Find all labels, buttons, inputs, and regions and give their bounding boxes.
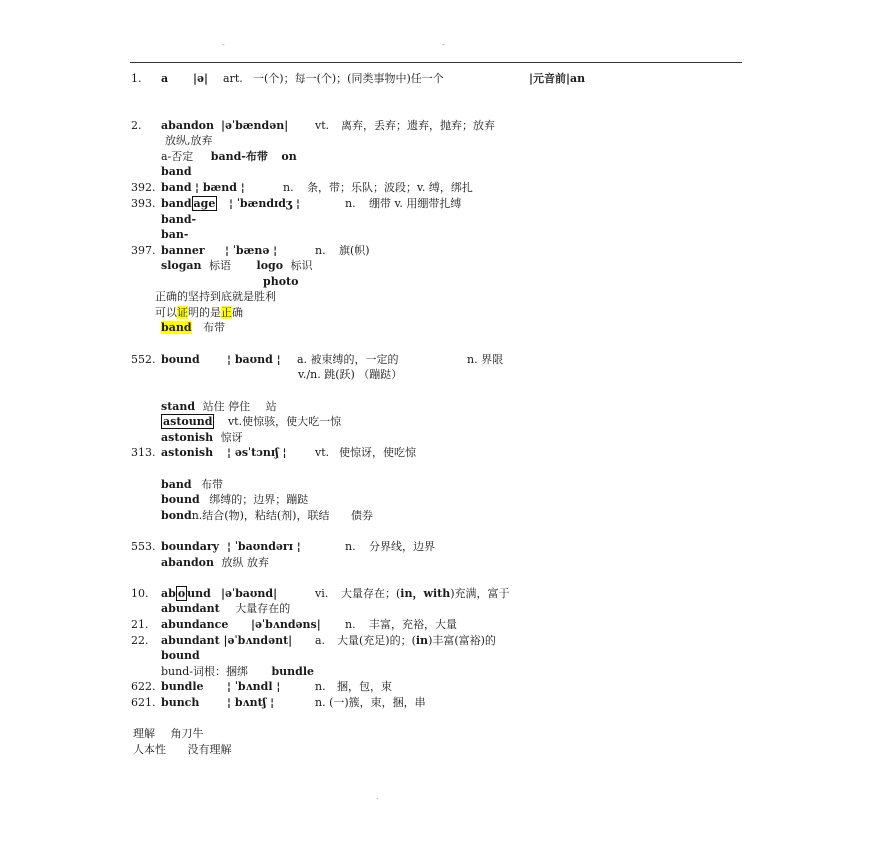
note-line [161,493,308,507]
note-part: 大量存在的 [235,602,291,615]
entry-pos: vt. [315,446,330,459]
note-part: vt.使惊骇，使大吃一惊 [227,415,342,428]
entry-phonetic: |əˈbʌndəns| [251,618,321,631]
entry-abound [131,587,510,601]
entry-phonetic: ¦ ˈbaʊndərɪ ¦ [227,540,301,553]
note-part: bound [161,493,200,506]
definition-part: )丰富(富裕)的 [428,634,496,647]
entry-definition [337,634,496,648]
entry-astonish [131,446,416,460]
entry-number: 622. [131,680,156,693]
header-mark-1: - [222,40,225,49]
note-part: 站 [265,400,277,413]
entry-pos: vt. [315,119,330,132]
entry-pos: vi. [315,587,329,600]
entry-phonetic: |əˈbændən| [221,119,289,132]
note-part: 布带 [203,321,226,334]
note-line [133,743,232,757]
note-part: 确 [232,306,243,319]
note-line [155,306,243,320]
entry-number: 1. [131,72,142,85]
note-line [133,727,204,741]
note-part: astonish [161,431,214,444]
note-part: 惊讶 [220,431,243,444]
entry-word: boundary [161,540,220,553]
note-part: abundant [161,602,220,615]
note-line [161,602,290,616]
note-part: bond [161,509,192,522]
entry-phonetic: ¦ ˈbændɪdʒ ¦ [229,197,300,210]
entry-number: 397. [131,244,156,257]
entry-pos: n. [315,244,326,257]
entry-pos: n. [315,680,326,693]
highlighted-char: 正 [221,306,232,319]
note-line: band [161,165,192,178]
entry-number: 21. [131,618,149,631]
entry-definition: a. 被束缚的，一定的 [297,353,399,366]
entry-bandage [131,197,462,211]
entry-definition-2: n. 界限 [467,353,504,366]
note-part: bund-词根：捆绑 [161,665,248,678]
note-line [161,400,277,414]
note-line [161,321,225,335]
entry-definition: n. (一)簇，束，捆，串 [315,696,426,709]
highlighted-word: band [161,321,192,334]
entry-abundance [131,618,457,632]
note-line [161,478,223,492]
note-part: logo [256,259,284,272]
entry-number: 10. [131,587,149,600]
entry-pos: n. [345,540,356,553]
entry-number: 22. [131,634,149,647]
note-part: abandon [161,556,214,569]
entry-number: 392. [131,181,156,194]
entry-definition: 条，带；乐队；波段；v. 缚，绑扎 [307,181,473,194]
entry-a [131,72,586,86]
entry-word: abandon [161,119,214,132]
note-part: 布带 [201,478,224,491]
note-line [161,509,373,523]
entry-word: bound [161,353,200,366]
entry-phonetic: ¦ baʊnd ¦ [227,353,281,366]
entry-word: bundle [161,680,204,693]
entry-definition: 绷带 v. 用绷带扎缚 [369,197,462,210]
entry-abundant [131,634,496,648]
note-part: 标语 [209,259,232,272]
entry-pos: a. [315,634,326,647]
entry-phonetic: |əˈbaʊnd| [221,587,278,600]
highlighted-char: 证 [177,306,188,319]
entry-bundle [131,680,392,694]
entry-word: a [161,72,169,85]
entry-abandon [131,119,495,133]
entry-pos: n. [345,618,356,631]
entry-definition: 使惊讶，使吃惊 [339,446,416,459]
entry-number: 313. [131,446,156,459]
entry-word [161,587,211,601]
note-part: band-布带 [210,150,268,163]
note-line: v./n. 跳(跃) （蹦跶） [298,368,403,381]
entry-definition: 捆，包，束 [337,680,392,693]
note-part: band [161,478,192,491]
note-part: 角刀牛 [170,727,204,740]
word-boxed-part: o [177,587,186,600]
note-part: 绑缚的；边界；蹦跶 [209,493,309,506]
header-rule [130,62,742,63]
entry-word: band [161,181,192,194]
note-line: bound [161,649,200,662]
entry-word: astonish [161,446,214,459]
note-part: 理解 [133,727,155,740]
note-part: a-否定 [161,150,194,163]
note-line [161,150,297,164]
entry-phonetic: ¦ bʌntʃ ¦ [227,696,275,709]
entry-phonetic: ¦ bænd ¦ [195,181,245,194]
note-part: 标识 [290,259,313,272]
entry-word: banner [161,244,205,257]
note-line [161,665,314,679]
note-part: stand [161,400,196,413]
entry-word [161,197,217,211]
entry-bunch [131,696,426,710]
note-line: 正确的坚持到底就是胜利 [155,290,276,303]
entry-definition [341,587,510,601]
entry-word: abundance [161,618,229,631]
definition-part: 大量存在；( [341,587,401,600]
entry-word: abundant |əˈbʌndənt| [161,634,293,647]
entry-boundary [131,540,435,554]
note-part: 人本性 [133,743,166,756]
definition-part: in [415,634,429,647]
entry-number: 552. [131,353,156,366]
note-line: photo [263,275,299,288]
entry-definition: 一(个)；每一(个)；(同类事物中)任一个 [253,72,444,85]
entry-note: |元音前|an [529,72,586,85]
note-line [161,431,243,445]
definition-part: 大量(充足)的；( [337,634,416,647]
entry-bound [131,353,504,367]
note-line: ban- [161,228,189,241]
word-boxed-part: age [193,197,216,210]
entry-pos: art. [223,72,243,85]
entry-banner [131,244,370,258]
note-part: 可以 [155,306,177,319]
note-part: slogan [161,259,202,272]
entry-definition: 离弃，丢弃；遗弃，抛弃；放弃 [341,119,495,132]
note-part: bundle [271,665,315,678]
entry-pos: n. [345,197,356,210]
header-mark-2: - [442,40,445,49]
definition-part: )充满，富于 [450,587,510,600]
entry-pos: n. [283,181,294,194]
note-line [161,259,313,273]
entry-band [131,181,473,195]
note-part: on [281,150,297,163]
entry-phonetic: |ə| [193,72,209,85]
boxed-word: astound [163,415,213,428]
footer-mark: . [376,792,379,801]
word-part: band [161,197,192,210]
note-part: 没有理解 [187,743,232,756]
entry-number: 553. [131,540,156,553]
note-part: n.结合(物)，粘结(剂)，联结 [191,509,330,522]
entry-phonetic: ¦ əsˈtɔnɪʃ ¦ [227,446,287,459]
entry-definition: 丰富，充裕，大量 [369,618,457,631]
note-part: 站住 停住 [202,400,251,413]
word-part: und [187,587,211,600]
note-line: 放纵,放弃 [165,134,213,147]
note-part: 明的是 [188,306,221,319]
entry-word: bunch [161,696,200,709]
entry-number: 2. [131,119,142,132]
note-part: 放纵 放弃 [221,556,269,569]
entry-number: 393. [131,197,156,210]
entry-number: 621. [131,696,156,709]
note-part: 债券 [350,509,373,522]
note-line [161,556,269,570]
note-line [161,415,341,429]
note-line: band- [161,213,197,226]
definition-part: in，with [400,587,451,600]
entry-phonetic: ¦ ˈbænə ¦ [225,244,278,257]
entry-phonetic: ¦ ˈbʌndl ¦ [227,680,281,693]
entry-definition: 旗(帜) [339,244,370,257]
entry-definition: 分界线，边界 [369,540,435,553]
word-part: ab [161,587,176,600]
